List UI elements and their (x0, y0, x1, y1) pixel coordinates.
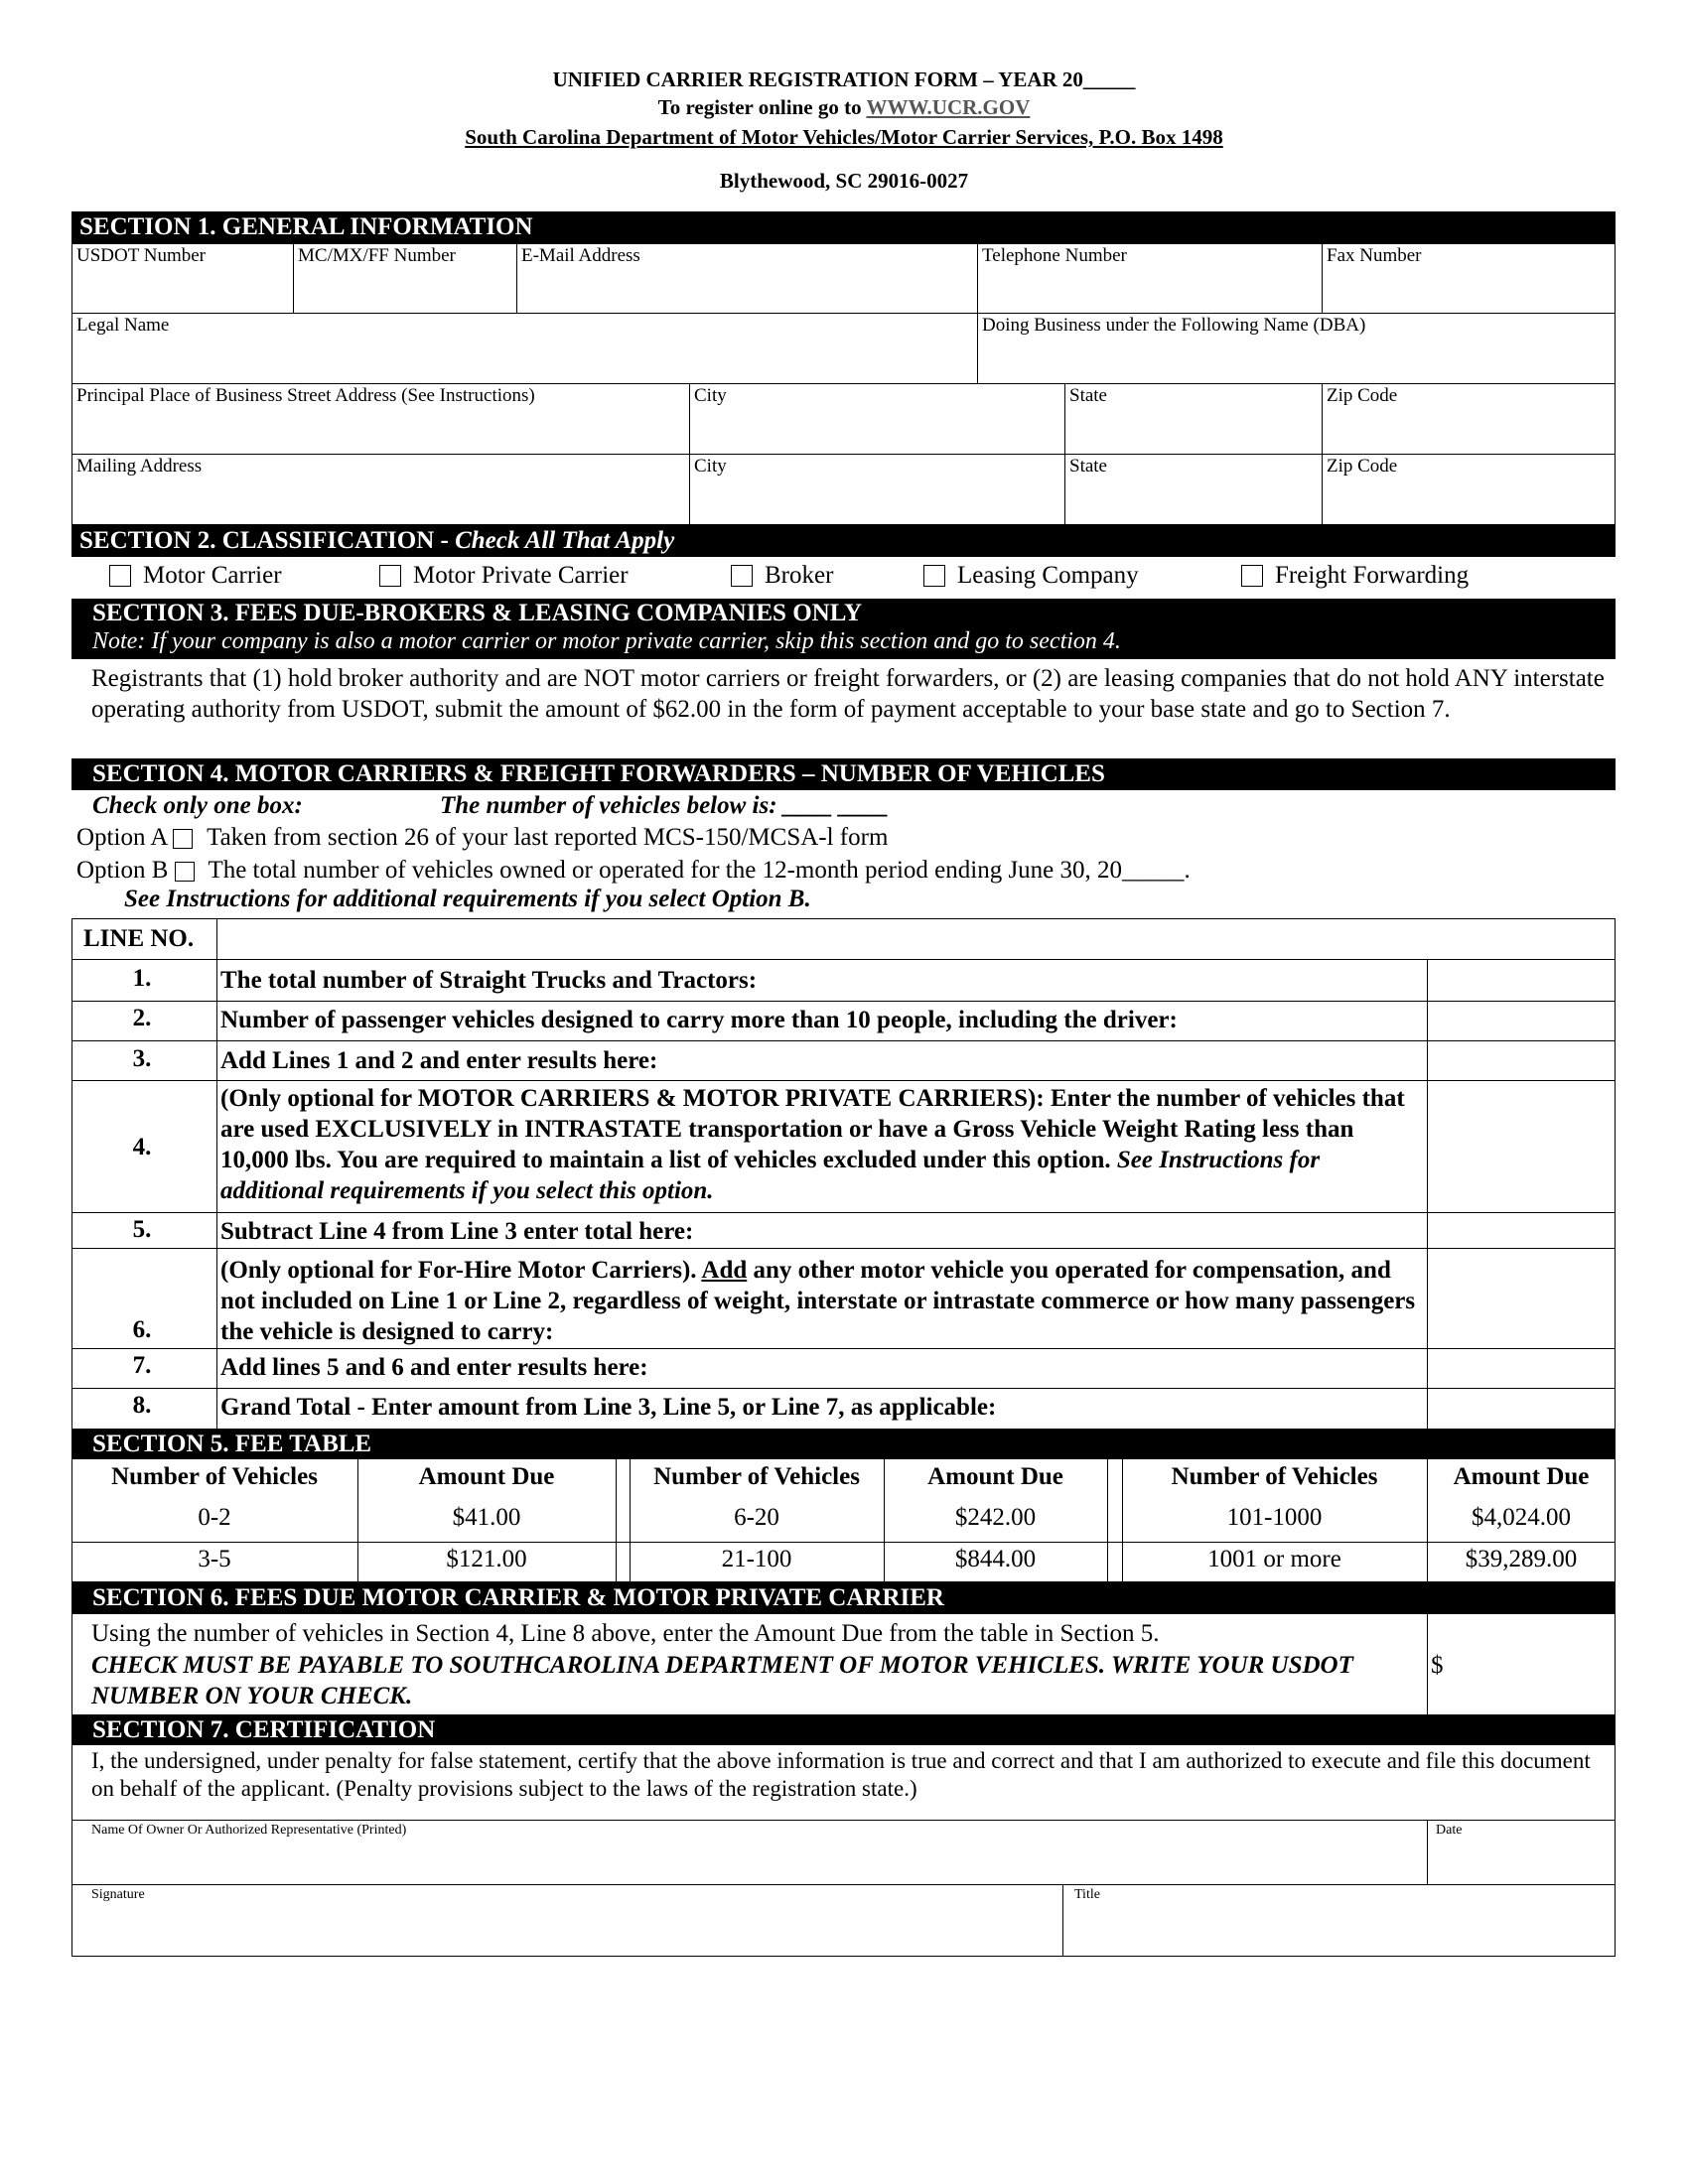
line-7-text: Add lines 5 and 6 and enter results here: (220, 1354, 648, 1381)
option-a[interactable] (76, 822, 888, 853)
mailing-address-label: Mailing Address (76, 456, 203, 477)
checkbox[interactable] (923, 565, 945, 587)
title-field[interactable] (1063, 1885, 1615, 1956)
usdot-label: USDOT Number (76, 245, 207, 266)
line-6-input[interactable] (1428, 1249, 1615, 1347)
line-no-header: LINE NO. (83, 925, 195, 952)
line-8-number: 8. (132, 1392, 152, 1419)
option-b-checkbox[interactable] (175, 862, 195, 882)
classification-freight-forwarding[interactable] (1241, 562, 1469, 590)
section4-header: SECTION 4. MOTOR CARRIERS & FREIGHT FORWARDERS – NUMBER OF VEHICLES (71, 758, 1616, 790)
classification-motor-carrier[interactable] (109, 562, 282, 590)
line-4-text (220, 1083, 1422, 1206)
row-divider (71, 1248, 1616, 1249)
fee-cell: $121.00 (446, 1546, 527, 1572)
classification-motor-private-carrier[interactable] (379, 562, 629, 590)
option-a-text: Taken from section 26 of your last reported MCS-150/MCSA-l form (207, 824, 889, 851)
row-divider (71, 1040, 1616, 1041)
line-1-number: 1. (132, 965, 152, 992)
line-6-text (220, 1255, 1422, 1347)
vehicles-below-label: The number of vehicles below is: ____ ____ (440, 792, 890, 819)
option-label: Freight Forwarding (1275, 562, 1470, 589)
option-a-checkbox[interactable] (173, 829, 193, 849)
signature-label: Signature (91, 1887, 145, 1902)
fee-row-divider (71, 1542, 1616, 1543)
col-divider (216, 918, 217, 1430)
fee-col-vehicles-1: Number of Vehicles (111, 1463, 318, 1490)
line-6-underlined: Add (701, 1257, 748, 1284)
line-8-input[interactable] (1428, 1389, 1615, 1429)
fee-cell: 1001 or more (1207, 1546, 1341, 1572)
row-divider (71, 1348, 1616, 1349)
line-1-input[interactable] (1428, 960, 1615, 1000)
dollar-sign: $ (1431, 1652, 1444, 1679)
printed-name-field[interactable] (72, 1821, 1426, 1883)
line-6-part-b: any other motor vehicle you operated for compensation, and not included on Line 1 or Line 2, regardless of weight, interstate or intrastate commerce or how many passengers the vehicle is designed to carry: (220, 1257, 1416, 1345)
line-6-part-a: (Only optional for For-Hire Motor Carriers). (220, 1257, 702, 1284)
principal-address-label: Principal Place of Business Street Address (See Instructions) (76, 385, 535, 406)
department-address: South Carolina Department of Motor Vehicles/Motor Carrier Services, P.O. Box 1498 (465, 125, 1223, 149)
option-label: Broker (765, 562, 834, 589)
option-label: Leasing Company (957, 562, 1139, 589)
row-divider (71, 959, 1616, 960)
fee-col-vehicles-2: Number of Vehicles (653, 1463, 860, 1490)
line-3-input[interactable] (1428, 1041, 1615, 1079)
date-label: Date (1436, 1823, 1463, 1838)
form-title: UNIFIED CARRIER REGISTRATION FORM – YEAR 20_____ (552, 68, 1136, 91)
principal-zip-field[interactable] (1322, 383, 1616, 455)
ucr-link[interactable]: WWW.UCR.GOV (866, 95, 1031, 119)
mailing-city-field[interactable] (689, 454, 1065, 525)
option-b-instructions: See Instructions for additional requirements if you select Option B. (124, 886, 811, 912)
option-b-text: The total number of vehicles owned or operated for the 12-month period ending June 30, 20_____. (208, 857, 1191, 884)
usdot-number-field[interactable] (71, 243, 294, 314)
option-a-label: Option A (76, 824, 167, 851)
check-one-label: Check only one box: (92, 792, 303, 819)
mailing-state-label: State (1069, 456, 1107, 477)
section1-header: SECTION 1. GENERAL INFORMATION (71, 211, 1616, 243)
mailing-zip-field[interactable] (1322, 454, 1616, 525)
row-divider (71, 1212, 1616, 1213)
section2-title: SECTION 2. CLASSIFICATION - (79, 527, 456, 554)
fee-col-amount-2: Amount Due (927, 1463, 1063, 1490)
section5-header: SECTION 5. FEE TABLE (71, 1430, 1616, 1459)
checkbox[interactable] (731, 565, 753, 587)
row-divider (71, 1080, 1616, 1081)
city-line: Blythewood, SC 29016-0027 (719, 169, 969, 193)
mcmx-label: MC/MX/FF Number (298, 245, 456, 266)
fee-col-divider (616, 1459, 617, 1582)
row-divider (71, 1388, 1616, 1389)
principal-state-label: State (1069, 385, 1107, 406)
fee-cell: 0-2 (198, 1504, 231, 1531)
line-2-number: 2. (132, 1005, 152, 1031)
section6-amount-field[interactable] (1431, 1650, 1610, 1690)
online-line (0, 95, 1688, 120)
section6-check-note: CHECK MUST BE PAYABLE TO SOUTHCAROLINA DEPARTMENT OF MOTOR VEHICLES. WRITE YOUR USDOT NUMBER ON YOUR CHECK. (91, 1652, 1353, 1709)
telephone-label: Telephone Number (982, 245, 1127, 266)
section2-title-italic: Check All That Apply (455, 527, 675, 554)
principal-city-field[interactable] (689, 383, 1065, 455)
line-5-text: Subtract Line 4 from Line 3 enter total here: (220, 1218, 694, 1245)
section7-header: SECTION 7. CERTIFICATION (71, 1714, 1616, 1745)
fee-col-divider (1107, 1459, 1108, 1582)
line-4-italic: See Instructions for additional requirements if you select this option. (220, 1147, 1321, 1204)
fee-cell: 6-20 (734, 1504, 779, 1531)
fee-col-amount-1: Amount Due (418, 1463, 555, 1490)
printed-name-label: Name Of Owner Or Authorized Representative (Printed) (91, 1823, 407, 1838)
fee-cell: $4,024.00 (1472, 1504, 1571, 1531)
fee-cell: 101-1000 (1226, 1504, 1323, 1531)
row-divider (71, 1001, 1616, 1002)
fee-col-vehicles-3: Number of Vehicles (1171, 1463, 1378, 1490)
section2-header (71, 525, 1616, 557)
line-1-text: The total number of Straight Trucks and Tractors: (220, 967, 758, 994)
line-4-main: (Only optional for MOTOR CARRIERS & MOTOR PRIVATE CARRIERS): Enter the number of vehicles that are used EXCLUSIVELY in INTRASTATE transportation or have a Gross Vehicle Weight Rating less than 10,000 lbs. You are required to maintain a list of vehicles excluded under this option. (220, 1085, 1405, 1173)
checkbox[interactable] (109, 565, 131, 587)
classification-leasing-company[interactable] (923, 562, 1139, 590)
telephone-field[interactable] (977, 243, 1323, 314)
option-label: Motor Carrier (143, 562, 282, 589)
fee-cell: $39,289.00 (1465, 1546, 1578, 1572)
classification-broker[interactable] (731, 562, 833, 590)
option-b[interactable] (76, 855, 1191, 886)
line-5-input[interactable] (1428, 1213, 1615, 1247)
fee-cell: 21-100 (721, 1546, 792, 1572)
date-field[interactable] (1428, 1821, 1615, 1883)
option-b-label: Option B (76, 857, 169, 884)
line-3-number: 3. (132, 1045, 152, 1072)
principal-city-label: City (694, 385, 727, 406)
line-3-text: Add Lines 1 and 2 and enter results here: (220, 1047, 658, 1074)
principal-state-field[interactable] (1064, 383, 1323, 455)
online-prefix: To register online go to (657, 95, 867, 119)
line-7-number: 7. (132, 1352, 152, 1379)
fee-cell: $41.00 (452, 1504, 521, 1531)
line-4-input[interactable] (1428, 1081, 1615, 1211)
fee-cell: 3-5 (198, 1546, 231, 1572)
title-label: Title (1074, 1887, 1100, 1902)
section6-divider (1427, 1614, 1428, 1714)
line-8-text: Grand Total - Enter amount from Line 3, Line 5, or Line 7, as applicable: (220, 1394, 997, 1421)
principal-address-field[interactable] (71, 383, 690, 455)
section3-note: Note: If your company is also a motor carrier or motor private carrier, skip this section and go to section 4. (92, 628, 1121, 654)
fax-field[interactable] (1322, 243, 1616, 314)
mailing-address-field[interactable] (71, 454, 690, 525)
dba-label: Doing Business under the Following Name (DBA) (982, 315, 1366, 336)
section3-body: Registrants that (1) hold broker authority and are NOT motor carriers or freight forwarders, or (2) are leasing companies that do not hold ANY interstate operating authority from USDOT, submit the amount of $62.00 in the form of payment acceptable to your base state and go to Section 7. (91, 665, 1605, 723)
mailing-zip-label: Zip Code (1327, 456, 1398, 477)
mailing-state-field[interactable] (1064, 454, 1323, 525)
legal-name-label: Legal Name (76, 315, 170, 336)
fee-cell: $242.00 (954, 1504, 1037, 1531)
line-2-input[interactable] (1428, 1002, 1615, 1039)
dba-field[interactable] (977, 313, 1616, 384)
checkbox[interactable] (1241, 565, 1263, 587)
fax-label: Fax Number (1327, 245, 1422, 266)
section3-header (71, 599, 1616, 659)
option-label: Motor Private Carrier (413, 562, 629, 589)
line-6-number: 6. (132, 1316, 152, 1343)
section3-title: SECTION 3. FEES DUE-BROKERS & LEASING COMPANIES ONLY (92, 600, 863, 626)
mailing-city-label: City (694, 456, 727, 477)
fee-cell: $844.00 (954, 1546, 1037, 1572)
legal-name-field[interactable] (71, 313, 978, 384)
section6-header: SECTION 6. FEES DUE MOTOR CARRIER & MOTOR PRIVATE CARRIER (71, 1582, 1616, 1614)
certification-text: I, the undersigned, under penalty for false statement, certify that the above information is true and correct and that I am authorized to execute and file this document on behalf of the applicant. (Penalty provisions subject to the laws of the registration state.) (91, 1748, 1591, 1801)
line-2-text: Number of passenger vehicles designed to carry more than 10 people, including the driver: (220, 1007, 1178, 1033)
email-field[interactable] (516, 243, 978, 314)
fee-col-amount-3: Amount Due (1453, 1463, 1590, 1490)
checkbox[interactable] (379, 565, 401, 587)
section6-body: Using the number of vehicles in Section 4, Line 8 above, enter the Amount Due from the table in Section 5. (91, 1620, 1160, 1647)
signature-field[interactable] (72, 1885, 1061, 1956)
principal-zip-label: Zip Code (1327, 385, 1398, 406)
mcmx-number-field[interactable] (293, 243, 517, 314)
line-5-number: 5. (132, 1216, 152, 1243)
line-4-number: 4. (132, 1134, 152, 1160)
line-7-input[interactable] (1428, 1349, 1615, 1387)
email-label: E-Mail Address (521, 245, 640, 266)
